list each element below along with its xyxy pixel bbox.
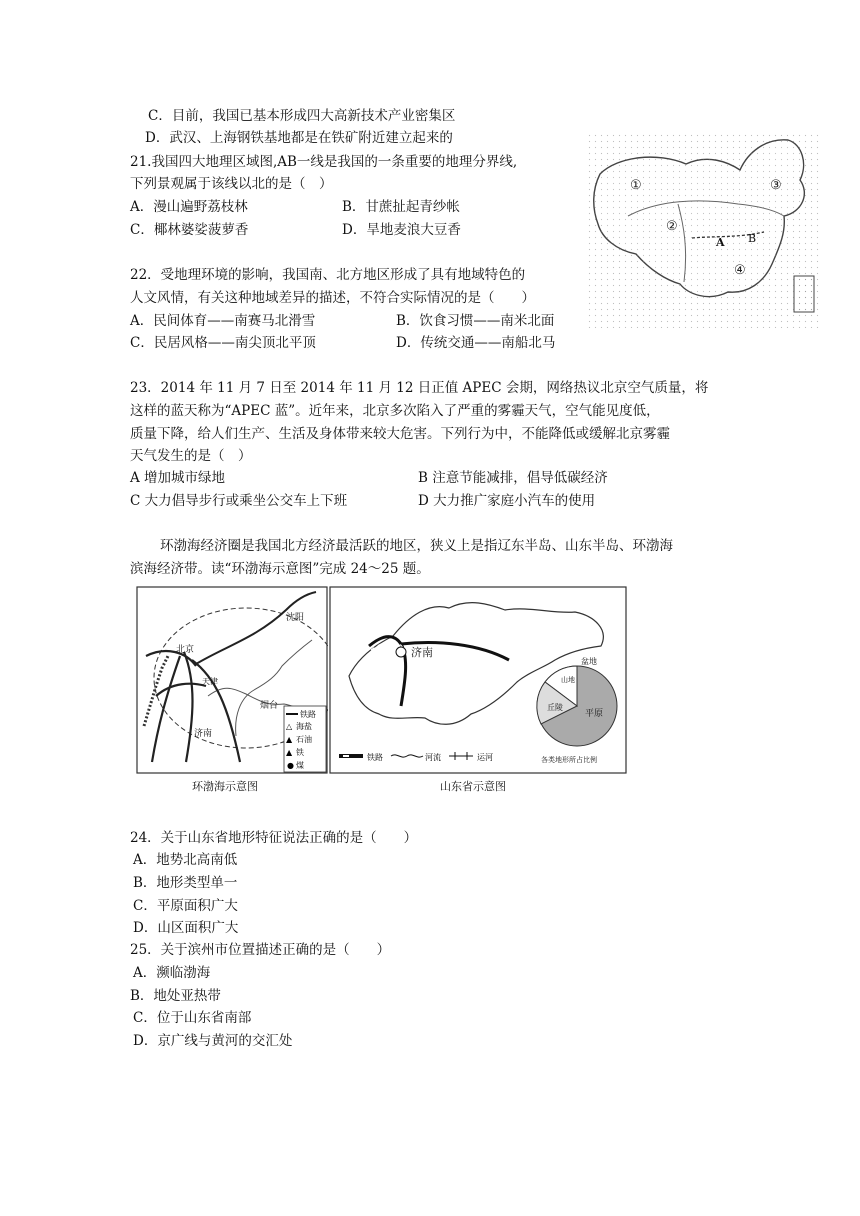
left-map-caption: 环渤海示意图 [192,780,258,793]
city-beijing: 北京 [176,645,195,655]
pie-label-plain: 平原 [585,709,604,719]
legend-coal: 煤 [296,761,304,770]
shandong-map [329,586,627,774]
region-1-label: ① [630,178,642,193]
china-regions-map [588,134,820,328]
q23-option-c: C 大力倡导步行或乘坐公交车上下班 [130,493,348,509]
q25-option-d: D．京广线与黄河的交汇处 [133,1033,293,1049]
city-yantai: 烟台 [260,701,279,711]
svg-text:▲: ▲ [286,735,293,744]
city-jinan: 济南 [194,729,213,739]
q21-stem-2: 下列景观属于该线以北的是（ ） [130,176,333,192]
region-3-label: ③ [770,178,782,193]
intro-line-1: 环渤海经济圈是我国北方经济最活跃的地区，狭义上是指辽东半岛、山东半岛、环渤海 [160,538,673,554]
svg-text:▲: ▲ [286,748,293,757]
q22-option-d: D．传统交通——南船北马 [396,335,556,351]
pie-label-hill: 丘陵 [547,703,563,712]
q24-option-a: A．地势北高南低 [133,852,238,868]
pie-title: 各类地形所占比例 [541,756,597,764]
q25-stem: 25．关于滨州市位置描述正确的是（ ） [130,942,391,958]
q23-option-b: B 注意节能减排，倡导低碳经济 [418,470,608,486]
city-jinan-right: 济南 [411,646,433,659]
region-2-label: ② [666,219,678,234]
option-c-prev: C．目前，我国已基本形成四大高新技术产业密集区 [148,108,456,124]
legend-railway: 铁路 [300,710,316,719]
intro-line-2: 滨海经济带。读“环渤海示意图”完成 24～25 题。 [130,561,430,577]
q21-option-b: B．甘蔗扯起青纱帐 [342,199,460,215]
q24-option-d: D．山区面积广大 [133,920,239,936]
svg-text:△: △ [286,722,293,731]
q23-option-d: D 大力推广家庭小汽车的使用 [418,493,596,509]
q22-stem-1: 22．受地理环境的影响，我国南、北方地区形成了具有地域特色的 [130,267,526,283]
svg-text:●: ● [287,761,294,770]
option-d-prev: D．武汉、上海钢铁基地都是在铁矿附近建立起来的 [145,130,453,146]
q25-option-b: B．地处亚热带 [130,988,221,1004]
q22-option-c: C．民居风格——南尖顶北平顶 [130,335,316,351]
bohai-rim-map [136,586,328,774]
q24-stem: 24．关于山东省地形特征说法正确的是（ ） [130,830,418,846]
q25-option-c: C．位于山东省南部 [133,1010,252,1026]
q21-option-c: C．椰林婆娑菠萝香 [130,222,249,238]
legend-sea-salt: 海盐 [296,722,312,731]
pie-label-mountain: 山地 [561,676,575,684]
q24-option-b: B．地形类型单一 [133,875,238,891]
q25-option-a: A．濒临渤海 [133,965,211,981]
q24-option-c: C．平原面积广大 [133,898,238,914]
legend-oil: 石油 [296,735,312,744]
q23-line-4: 天气发生的是（ ） [130,448,252,464]
legend-canal: 运河 [477,753,493,762]
q23-line-1: 23．2014 年 11 月 7 日至 2014 年 11 月 12 日正值 APEC 会期，网络热议北京空气质量，将 [130,380,709,396]
right-map-caption: 山东省示意图 [440,780,506,793]
q22-stem-2: 人文风情，有关这种地域差异的描述，不符合实际情况的是（ ） [130,290,535,306]
q22-option-b: B．饮食习惯——南米北面 [396,313,555,329]
legend-iron: 铁 [296,748,304,757]
city-shenyang: 沈阳 [286,613,305,623]
q23-option-a: A 增加城市绿地 [130,470,226,486]
q22-option-a: A．民间体育——南赛马北滑雪 [130,313,316,329]
q23-line-3: 质量下降，给人们生产、生活及身体带来较大危害。下列行为中，不能降低或缓解北京雾霾 [130,426,670,442]
q21-stem-1: 21.我国四大地理区域图,AB一线是我国的一条重要的地理分界线, [130,154,518,170]
region-4-label: ④ [734,263,746,278]
q23-line-2: 这样的蓝天称为“APEC 蓝”。近年来，北京多次陷入了严重的雾霾天气，空气能见度低， [130,403,660,419]
q21-option-a: A．漫山遍野荔枝林 [130,199,248,215]
pie-label-basin: 盆地 [581,657,597,666]
point-a-label: A [716,236,725,249]
q21-option-d: D．旱地麦浪大豆香 [342,222,461,238]
legend-railway-right: 铁路 [367,753,383,762]
legend-river: 河流 [425,753,441,762]
point-b-label: B [748,232,757,245]
city-tianjin: 天津 [202,677,218,686]
left-map-legend [284,706,326,772]
